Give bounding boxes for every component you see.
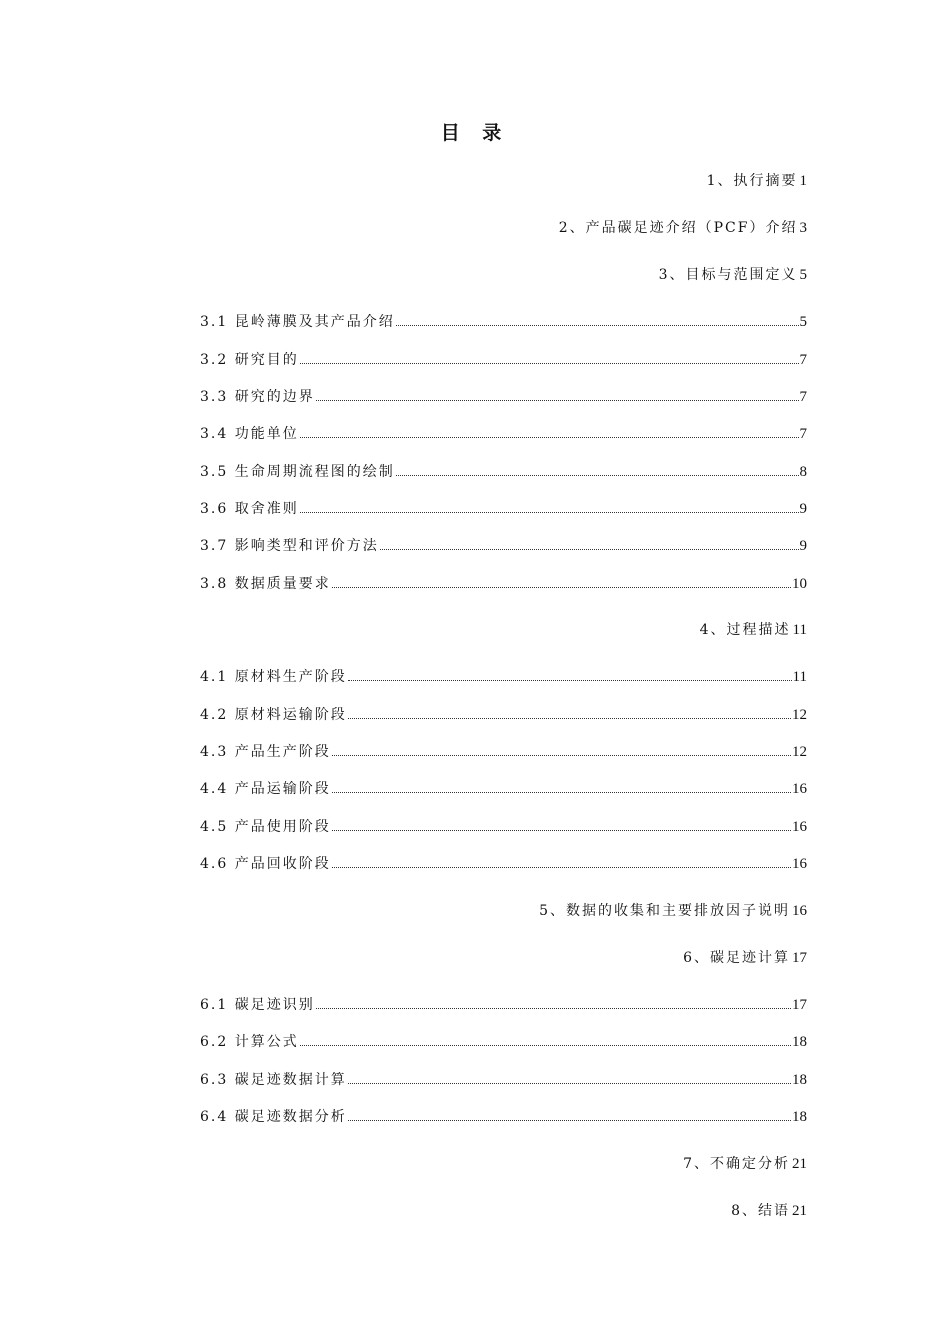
toc-entry[interactable] (200, 667, 807, 687)
toc-entry[interactable] (731, 1201, 807, 1221)
toc-entry-page-number: 16 (792, 781, 807, 797)
toc-entry-label: 8、结语 (731, 1203, 790, 1219)
dot-leader (348, 680, 792, 681)
toc-entry[interactable] (200, 1070, 807, 1090)
dot-leader (332, 830, 791, 831)
toc-entry-label: 2、产品碳足迹介绍（PCF）介绍 (558, 220, 798, 236)
dot-leader (300, 363, 799, 364)
toc-entry-page-number: 17 (792, 997, 807, 1013)
toc-entry-label: 3.3 研究的边界 (200, 389, 315, 405)
toc-entry[interactable] (707, 171, 807, 191)
toc-entry[interactable] (683, 1154, 807, 1174)
toc-entry[interactable] (200, 854, 807, 874)
toc-entry-label: 6.2 计算公式 (200, 1034, 299, 1050)
toc-entry-label: 3.2 研究目的 (200, 352, 299, 368)
dot-leader (300, 1045, 791, 1046)
toc-entry[interactable] (559, 218, 807, 238)
toc-entry-page-number: 18 (792, 1109, 807, 1125)
toc-entry-page-number: 21 (792, 1156, 807, 1172)
toc-entry[interactable] (200, 312, 807, 332)
toc-entry-page-number: 12 (792, 744, 807, 760)
toc-entry-page-number: 1 (799, 173, 807, 189)
dot-leader (316, 1008, 791, 1009)
dot-leader (396, 325, 799, 326)
toc-entry-page-number: 16 (792, 903, 807, 919)
toc-entry[interactable] (200, 1032, 807, 1052)
toc-entry-page-number: 9 (799, 501, 807, 517)
toc-entry-page-number: 11 (792, 669, 807, 685)
toc-entry-page-number: 7 (799, 389, 807, 405)
toc-entry[interactable] (200, 574, 807, 594)
dot-leader (316, 400, 799, 401)
toc-entry-page-number: 11 (792, 622, 807, 638)
toc-entry[interactable] (200, 995, 807, 1015)
dot-leader (300, 437, 799, 438)
toc-entry-label: 6.3 碳足迹数据计算 (200, 1072, 347, 1088)
toc-entry-label: 4.2 原材料运输阶段 (200, 707, 347, 723)
toc-entry-label: 4、过程描述 (699, 622, 791, 638)
dot-leader (396, 475, 799, 476)
toc-entry-label: 3.6 取舍准则 (200, 501, 299, 517)
toc-entry[interactable] (539, 901, 807, 921)
toc-entry-label: 4.1 原材料生产阶段 (200, 669, 347, 685)
toc-entry-label: 5、数据的收集和主要排放因子说明 (539, 903, 790, 919)
toc-entry-page-number: 16 (792, 856, 807, 872)
toc-entry-label: 3.8 数据质量要求 (200, 576, 331, 592)
toc-entry-page-number: 18 (792, 1072, 807, 1088)
dot-leader (332, 867, 791, 868)
toc-entry-page-number: 9 (799, 538, 807, 554)
toc-entry-page-number: 7 (799, 352, 807, 368)
toc-entry-page-number: 5 (799, 314, 807, 330)
dot-leader (380, 549, 799, 550)
toc-entry[interactable] (200, 499, 807, 519)
toc-entry-page-number: 18 (792, 1034, 807, 1050)
toc-entry-label: 3.4 功能单位 (200, 426, 299, 442)
dot-leader (348, 1083, 791, 1084)
toc-entry[interactable] (200, 1107, 807, 1127)
dot-leader (348, 1120, 791, 1121)
toc-entry-label: 4.4 产品运输阶段 (200, 781, 331, 797)
dot-leader (332, 587, 791, 588)
toc-entry-page-number: 7 (799, 426, 807, 442)
toc-entry[interactable] (200, 536, 807, 556)
toc-entry-label: 6.1 碳足迹识别 (200, 997, 315, 1013)
toc-entry-page-number: 16 (792, 819, 807, 835)
toc-entry-label: 3、目标与范围定义 (658, 267, 798, 283)
toc-entry[interactable] (200, 350, 807, 370)
toc-entry[interactable] (200, 742, 807, 762)
toc-entry-label: 4.6 产品回收阶段 (200, 856, 331, 872)
dot-leader (300, 512, 799, 513)
toc-entry-label: 1、执行摘要 (706, 173, 798, 189)
dot-leader (332, 792, 791, 793)
toc-entry-page-number: 3 (799, 220, 807, 236)
toc-entry-page-number: 12 (792, 707, 807, 723)
toc-entry[interactable] (700, 620, 807, 640)
toc-entry[interactable] (200, 387, 807, 407)
toc-entry-label: 7、不确定分析 (683, 1156, 790, 1172)
toc-entry-label: 6、碳足迹计算 (683, 950, 790, 966)
toc-entry-label: 3.7 影响类型和评价方法 (200, 538, 379, 554)
toc-entry[interactable] (659, 265, 807, 285)
dot-leader (348, 718, 791, 719)
toc-entry-label: 4.5 产品使用阶段 (200, 819, 331, 835)
toc-entry[interactable] (200, 462, 807, 482)
dot-leader (332, 755, 791, 756)
toc-entry-page-number: 8 (799, 464, 807, 480)
toc-entry-page-number: 5 (799, 267, 807, 283)
toc-entry[interactable] (683, 948, 807, 968)
toc-entry[interactable] (200, 817, 807, 837)
toc-entry-label: 3.1 昆岭薄膜及其产品介绍 (200, 314, 395, 330)
toc-entry-page-number: 21 (792, 1203, 807, 1219)
toc-entry-label: 6.4 碳足迹数据分析 (200, 1109, 347, 1125)
toc-entry-page-number: 10 (792, 576, 807, 592)
toc-entry[interactable] (200, 705, 807, 725)
toc-entry-label: 3.5 生命周期流程图的绘制 (200, 464, 395, 480)
toc-entry-page-number: 17 (792, 950, 807, 966)
toc-entry[interactable] (200, 424, 807, 444)
toc-entry-label: 4.3 产品生产阶段 (200, 744, 331, 760)
toc-entry[interactable] (200, 779, 807, 799)
page-title: 目 录 (440, 122, 510, 144)
